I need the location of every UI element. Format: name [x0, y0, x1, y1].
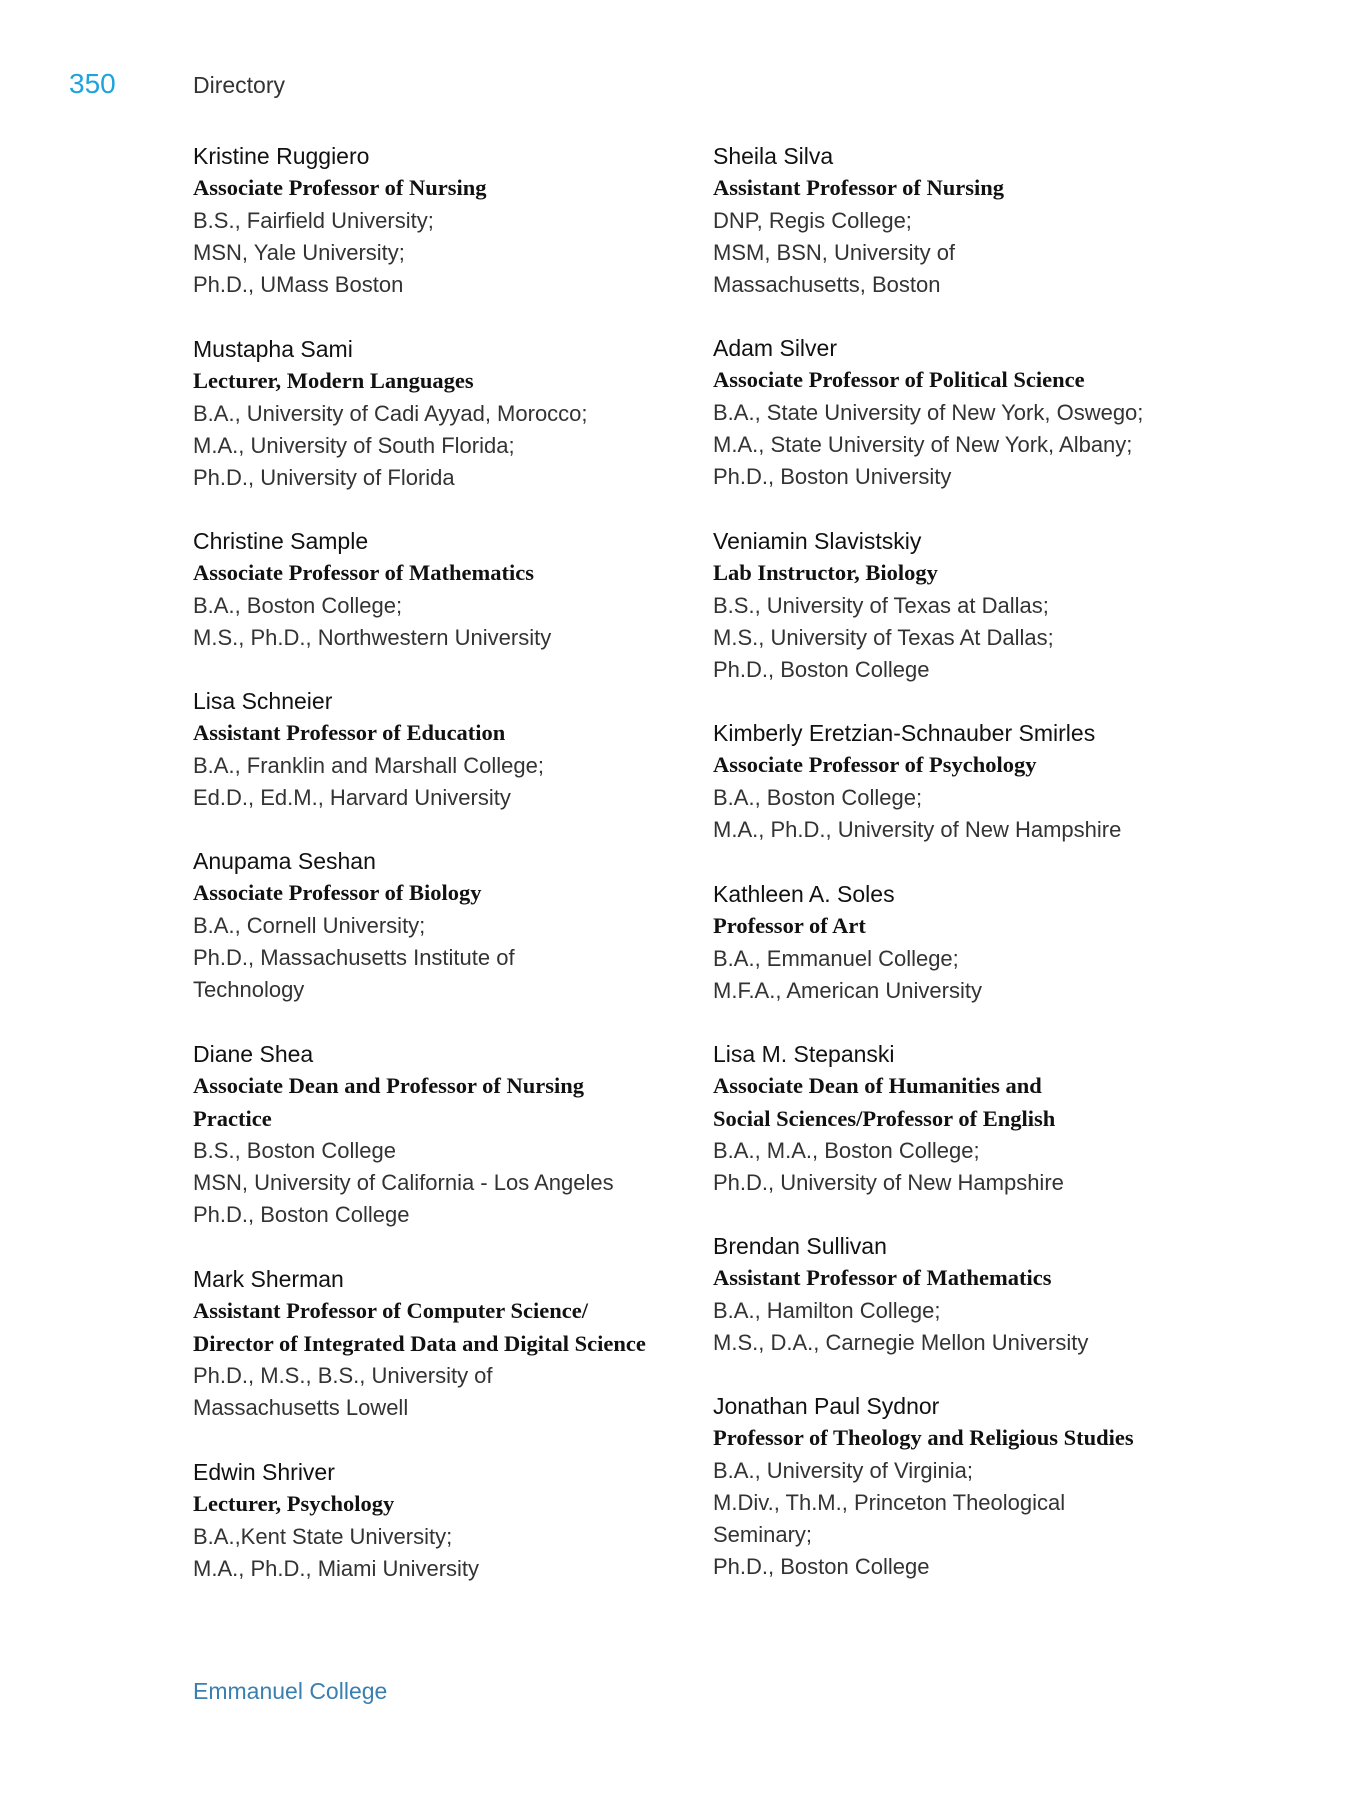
person-degree: Ph.D., University of Florida [193, 465, 455, 491]
person-degree: Ph.D., Boston College [713, 1554, 930, 1580]
person-degree: B.S., Fairfield University; [193, 207, 434, 233]
person-degree: Ph.D., Massachusetts Institute of [193, 944, 515, 970]
person-degree: M.F.A., American University [713, 977, 982, 1003]
person-title: Lecturer, Psychology [193, 1491, 395, 1517]
person-title: Lecturer, Modern Languages [193, 368, 474, 394]
person-name: Diane Shea [193, 1041, 314, 1067]
person-title: Director of Integrated Data and Digital Science [193, 1330, 646, 1356]
person-degree: Seminary; [713, 1522, 813, 1548]
person-degree: Ph.D., University of New Hampshire [713, 1170, 1064, 1196]
person-degree: M.S., Ph.D., Northwestern University [193, 624, 552, 650]
person-degree: Ph.D., M.S., B.S., University of [193, 1362, 493, 1388]
directory-entry [713, 525, 1223, 686]
page-number: 350 [69, 68, 116, 99]
person-name: Christine Sample [193, 528, 369, 554]
person-degree: Massachusetts, Boston [713, 272, 941, 298]
person-name: Kathleen A. Soles [713, 881, 895, 907]
person-degree: M.A., State University of New York, Albany; [713, 431, 1133, 457]
person-title: Professor of Art [713, 913, 866, 939]
person-degree: B.A., M.A., Boston College; [713, 1137, 980, 1163]
person-name: Veniamin Slavistskiy [713, 528, 922, 554]
person-title: Associate Professor of Psychology [713, 752, 1037, 778]
directory-entry [713, 1038, 1223, 1199]
directory-entry [713, 1230, 1223, 1359]
person-title: Assistant Professor of Mathematics [713, 1265, 1052, 1291]
person-degree: M.A., University of South Florida; [193, 432, 515, 458]
person-degree: B.A., Emmanuel College; [713, 945, 959, 971]
person-name: Lisa Schneier [193, 688, 333, 714]
person-name: Brendan Sullivan [713, 1233, 887, 1259]
person-degree: B.S., University of Texas at Dallas; [713, 592, 1049, 618]
person-name: Mark Sherman [193, 1266, 344, 1292]
person-degree: MSM, BSN, University of [713, 239, 956, 265]
directory-entry [193, 525, 703, 654]
person-degree: B.A., University of Virginia; [713, 1457, 974, 1483]
person-title: Associate Professor of Biology [193, 880, 482, 906]
person-degree: MSN, University of California - Los Angeles [193, 1170, 614, 1196]
directory-entry [193, 685, 703, 814]
directory-entry [713, 717, 1223, 846]
directory-entry [193, 1263, 703, 1424]
person-degree: Ph.D., Boston College [713, 657, 930, 683]
person-degree: B.A., Franklin and Marshall College; [193, 752, 544, 778]
person-name: Lisa M. Stepanski [713, 1041, 895, 1067]
person-degree: Ph.D., UMass Boston [193, 272, 404, 298]
directory-entry [193, 1038, 703, 1232]
person-name: Kimberly Eretzian-Schnauber Smirles [713, 720, 1096, 746]
person-degree: Massachusetts Lowell [193, 1395, 409, 1421]
footer-publisher: Emmanuel College [193, 1678, 388, 1704]
person-degree: M.S., D.A., Carnegie Mellon University [713, 1329, 1089, 1355]
directory-entry [193, 1456, 703, 1585]
person-title: Associate Professor of Mathematics [193, 560, 534, 586]
person-degree: Technology [193, 977, 305, 1003]
person-degree: Ph.D., Boston College [193, 1202, 410, 1228]
person-title: Lab Instructor, Biology [713, 560, 938, 586]
person-degree: B.A., State University of New York, Oswego; [713, 399, 1144, 425]
directory-entry [193, 845, 703, 1006]
person-title: Social Sciences/Professor of English [713, 1105, 1056, 1131]
person-name: Mustapha Sami [193, 336, 353, 362]
person-name: Kristine Ruggiero [193, 143, 370, 169]
person-degree: B.A., Hamilton College; [713, 1297, 941, 1323]
directory-entry [193, 140, 703, 301]
directory-entry [713, 332, 1223, 493]
person-degree: B.S., Boston College [193, 1137, 397, 1163]
person-title: Assistant Professor of Education [193, 720, 506, 746]
directory-entry [713, 878, 1223, 1007]
person-degree: B.A., Cornell University; [193, 912, 426, 938]
person-title: Associate Professor of Political Science [713, 367, 1085, 393]
person-title: Associate Professor of Nursing [193, 175, 487, 201]
person-name: Anupama Seshan [193, 848, 376, 874]
person-degree: M.Div., Th.M., Princeton Theological [713, 1489, 1066, 1515]
directory-entry [713, 1390, 1223, 1584]
person-name: Jonathan Paul Sydnor [713, 1393, 940, 1419]
person-name: Sheila Silva [713, 143, 834, 169]
person-degree: DNP, Regis College; [713, 207, 912, 233]
person-degree: M.A., Ph.D., University of New Hampshire [713, 816, 1122, 842]
person-degree: M.A., Ph.D., Miami University [193, 1555, 480, 1581]
section-title: Directory [193, 72, 286, 98]
person-title: Associate Dean and Professor of Nursing [193, 1073, 585, 1099]
person-degree: Ed.D., Ed.M., Harvard University [193, 784, 511, 810]
person-degree: B.A., University of Cadi Ayyad, Morocco; [193, 400, 588, 426]
person-degree: M.S., University of Texas At Dallas; [713, 624, 1054, 650]
person-title: Assistant Professor of Nursing [713, 175, 1005, 201]
directory-entry [193, 333, 703, 494]
person-degree: MSN, Yale University; [193, 239, 405, 265]
directory-entry [713, 140, 1223, 301]
person-title: Practice [193, 1105, 272, 1131]
person-degree: B.A., Boston College; [193, 592, 403, 618]
person-title: Professor of Theology and Religious Studies [713, 1425, 1134, 1451]
person-title: Associate Dean of Humanities and [713, 1073, 1042, 1099]
person-degree: B.A., Boston College; [713, 784, 923, 810]
person-name: Edwin Shriver [193, 1459, 335, 1485]
person-title: Assistant Professor of Computer Science/ [193, 1298, 588, 1324]
person-degree: B.A.,Kent State University; [193, 1523, 453, 1549]
person-name: Adam Silver [713, 335, 837, 361]
person-degree: Ph.D., Boston University [713, 464, 952, 490]
